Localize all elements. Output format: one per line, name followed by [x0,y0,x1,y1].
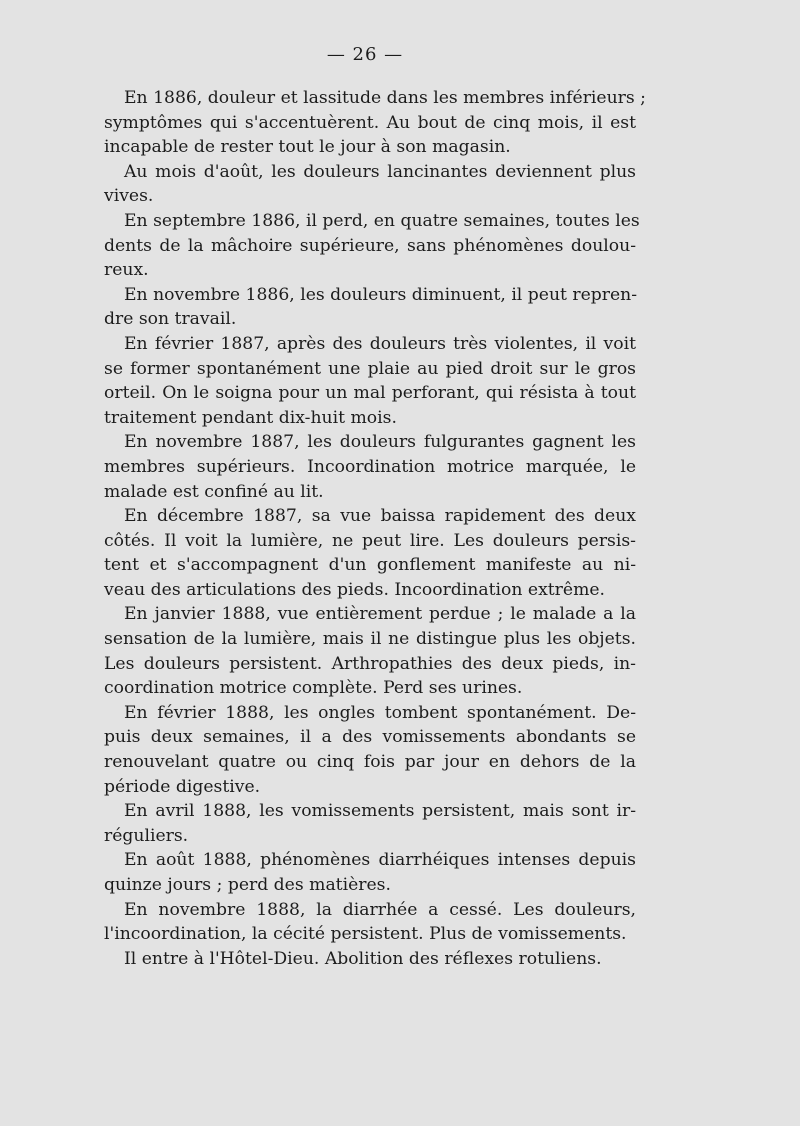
text-line: En décembre 1887, sa vue baissa rapidement des deux [124,506,636,527]
page-number: — 26 — [326,44,404,65]
text-line: renouvelant quatre ou cinq fois par jour en dehors de la [104,752,636,773]
text-line: En novembre 1887, les douleurs fulgurantes gagnent les [124,432,636,453]
text-line: côtés. Il voit la lumière, ne peut lire. Les douleurs persis- [104,530,636,551]
text-line: période digestive. [104,776,261,797]
paragraph [104,86,646,160]
text-line: reux. [104,260,149,281]
text-line: l'incoordination, la cécité persistent. Plus de vomissements. [104,924,627,945]
text-line: En janvier 1888, vue entièrement perdue ; le malade a la [124,604,636,625]
text-line: sensation de la lumière, mais il ne distingue plus les objets. [104,629,636,650]
text-line: En février 1887, après des douleurs très violentes, il voit [124,333,636,354]
text-line: En 1886, douleur et lassitude dans les membres inférieurs ; [124,88,646,108]
text-line: dre son travail. [104,309,237,330]
text-line: Il entre à l'Hôtel-Dieu. Abolition des réflexes rotuliens. [124,948,602,969]
text-line: En août 1888, phénomènes diarrhéiques intenses depuis [124,850,636,871]
paragraph [104,799,636,848]
text-line: En septembre 1886, il perd, en quatre semaines, toutes les [124,210,640,231]
paragraph [104,332,636,430]
text-line: puis deux semaines, il a des vomissements abondants se [104,727,636,748]
text-line: réguliers. [104,825,189,846]
paragraph [104,160,636,209]
paragraph [104,848,636,897]
text-line: coordination motrice complète. Perd ses urines. [104,678,523,699]
text-line: traitement pendant dix-huit mois. [104,407,397,428]
text-line: se former spontanément une plaie au pied droit sur le gros [104,358,636,379]
paragraph [104,701,636,799]
text-line: veau des articulations des pieds. Incoordination extrême. [104,579,605,600]
text-line: Les douleurs persistent. Arthropathies des deux pieds, in- [104,653,636,674]
text-line: malade est confiné au lit. [104,481,324,502]
text-line: vives. [104,186,154,207]
paragraph [104,283,636,332]
text-line: dents de la mâchoire supérieure, sans phénomènes doulou- [104,235,636,256]
body-text [104,86,646,971]
text-line: En février 1888, les ongles tombent spontanément. De- [124,702,636,723]
text-line: quinze jours ; perd des matières. [104,875,391,895]
paragraph [104,898,636,947]
text-line: En novembre 1886, les douleurs diminuent, il peut repren- [124,284,638,305]
text-line: membres supérieurs. Incoordination motrice marquée, le [104,456,636,477]
text-line: Au mois d'août, les douleurs lancinantes deviennent plus [124,161,636,182]
paragraph [104,602,636,700]
paragraph [104,504,636,602]
text-line: En avril 1888, les vomissements persistent, mais sont ir- [124,801,636,822]
paragraph [104,947,636,972]
text-line: symptômes qui s'accentuèrent. Au bout de cinq mois, il est [104,112,636,133]
text-line: incapable de rester tout le jour à son magasin. [104,137,511,158]
paragraph [104,430,636,504]
text-line: orteil. On le soigna pour un mal perforant, qui résista à tout [104,383,636,404]
text-line: tent et s'accompagnent d'un gonflement manifeste au ni- [104,555,636,576]
text-line: En novembre 1888, la diarrhée a cessé. Les douleurs, [124,899,636,920]
paragraph [104,209,640,283]
